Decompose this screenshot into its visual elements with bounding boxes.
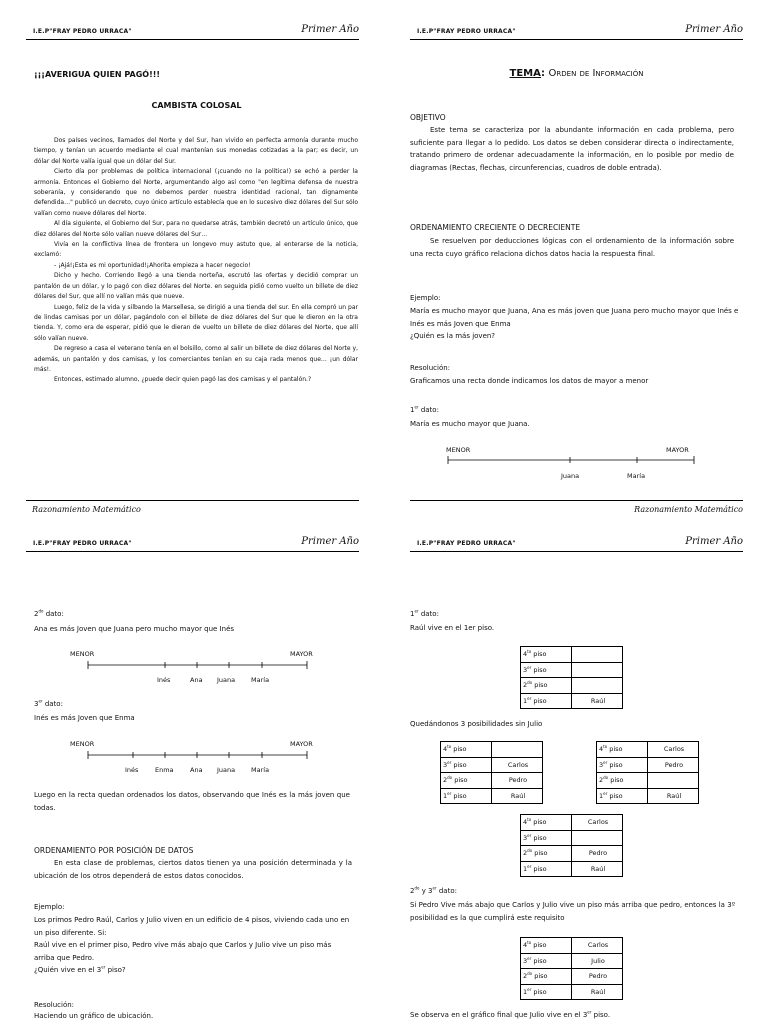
final-suffix: er: [587, 1009, 592, 1015]
table-row: [521, 830, 623, 846]
line-point-label: Juana: [561, 472, 580, 480]
table-row: [597, 788, 699, 804]
question-text-end: piso?: [105, 966, 126, 974]
data-ordinal-suffix: er: [38, 698, 43, 704]
data-word: dato:: [44, 700, 63, 708]
floor-label: $2^{do}$ piso: [597, 773, 648, 789]
example-line: Los primos Pedro Raúl, Carlos y Julio viven en un edificio de 4 pisos, viviendo cada uno en un piso diferente. Si:: [34, 916, 350, 937]
example-question: [34, 964, 352, 977]
data-ordinal-suffix: do: [38, 608, 44, 614]
grade-label: Primer Año: [685, 24, 743, 35]
data-ordinal: 3: [34, 700, 39, 708]
floor-occupant: [492, 742, 543, 758]
floor-label: 1er piso: [441, 788, 492, 804]
table-row: [597, 757, 699, 773]
page-3: [0, 512, 384, 1024]
objective-text: Este tema se caracteriza por la abundante información en cada problema, pero suficiente para llegar a lo pedido. Los datos se deben considerar directa o indirectamente, tratando primero de ordenar adecuadamente la información, en lo posible por medio de diagramas (Rectas, flechas, circunferencias, cuadros de doble entrada).: [410, 126, 734, 172]
floor-occupant: Pedro: [648, 757, 699, 773]
data-ordinal: 2: [34, 610, 39, 618]
floor-occupant: [572, 678, 623, 694]
subject-label: Razonamiento Matemático: [32, 505, 141, 512]
example-text: [34, 914, 352, 977]
line-point-label: Juana: [217, 766, 236, 774]
table-row: [521, 647, 623, 663]
position-heading: ORDENAMIENTO POR POSICIÓN DE DATOS: [34, 846, 194, 855]
floor-label: 1er piso: [521, 693, 572, 709]
paragraph: Luego, feliz de la vida y silbando la Marsellesa, se dirigió a una tienda del sur. En ella compró un par de lindas camisas por un dólar, pagándolo con el billete de diez dólares del Sur que le dieron en la otra tienda. Y, como era de esperar, pidió que le dieran de vuelto un billete de diez dólares del Norte, que allí sólo valían nueve.: [34, 303, 358, 342]
data-text: Inés es más Joven que Enma: [34, 714, 135, 722]
data-text: Raúl vive en el 1er piso.: [410, 624, 495, 632]
floor-label: $4^{to}$ piso: [441, 742, 492, 758]
floor-occupant: [648, 773, 699, 789]
paragraph: Dicho y hecho. Corriendo llegó a una tienda norteña, escrutó las ofertas y decidió comprar un pantalón de un dólar, y lo pagó con diez dólares del Norte. en seguida pidió como vuelto un billete de diez dólares del Sur, que allí no valían más que nueve.: [34, 272, 358, 301]
possibilities-text: Quedándonos 3 posibilidades sin Julio: [410, 720, 543, 728]
grade-label: Primer Año: [301, 536, 359, 547]
table-row: [521, 662, 623, 678]
data-text: Si Pedro Vive más abajo que Carlos y Julio vive un piso más arriba que pedro, entonces la 3º posibilidad es la que cumplirá este requisito: [410, 901, 735, 922]
line-left-label: MENOR: [446, 446, 471, 454]
final-text: Se observa en el gráfico final que Julio vive en el 3: [410, 1011, 588, 1019]
table-row: [441, 742, 543, 758]
line-point-label: Ana: [190, 766, 203, 774]
grade-label: Primer Año: [301, 24, 359, 35]
floor-occupant: [572, 662, 623, 678]
floor-occupant: Raúl: [572, 861, 623, 877]
puzzle-title: ¡¡¡AVERIGUA QUIEN PAGÓ!!!: [34, 70, 161, 79]
floor-occupant: Carlos: [648, 742, 699, 758]
table-row: [521, 984, 623, 1000]
floor-label: $4^{to}$ piso: [521, 815, 572, 831]
number-line-1: [384, 0, 768, 512]
table-row: [521, 815, 623, 831]
table-row: [441, 788, 543, 804]
floor-occupant: Raúl: [648, 788, 699, 804]
page-footer: [410, 500, 743, 512]
table-row: [441, 773, 543, 789]
line-point-label: Ana: [190, 676, 203, 684]
paragraph: Vivía en la conflictiva línea de frontera un longevo muy astuto que, al enterarse de la noticia, exclamó:: [34, 241, 358, 259]
data-ordinal-suffix: do: [414, 885, 420, 891]
school-name: I.E.P"FRAY PEDRO URRACA": [417, 28, 516, 35]
floor-label: 3er piso: [597, 757, 648, 773]
floor-label: $2^{do}$ piso: [521, 846, 572, 862]
data-ordinal: 2: [410, 887, 415, 895]
line-point-label: Enma: [155, 766, 174, 774]
position-text: En esta clase de problemas, ciertos datos tienen ya una posición determinada y la ubicación de los otros dependerá de estos datos conocidos.: [34, 859, 352, 880]
floor-table-option-3: [520, 814, 623, 877]
table-row: [521, 693, 623, 709]
school-name: I.E.P"FRAY PEDRO URRACA": [417, 540, 516, 547]
line-right-label: MAYOR: [290, 740, 313, 748]
data-word: dato:: [45, 610, 64, 618]
puzzle-subtitle: CAMBISTA COLOSAL: [151, 101, 242, 110]
floor-label: $2^{do}$ piso: [441, 773, 492, 789]
floor-label: $4^{to}$ piso: [597, 742, 648, 758]
table-row: [521, 861, 623, 877]
floor-occupant: Raúl: [572, 984, 623, 1000]
line-point-label: Inés: [125, 766, 139, 774]
data-word: dato:: [420, 610, 439, 618]
line-point-label: Juana: [217, 676, 236, 684]
data-ordinal-suffix: er: [414, 404, 419, 410]
page-header: [26, 22, 359, 40]
data-ordinal: 1: [410, 610, 415, 618]
subject-label: Razonamiento Matemático: [634, 505, 743, 512]
table-row: [441, 757, 543, 773]
line-right-label: MAYOR: [290, 650, 313, 658]
floor-occupant: [572, 830, 623, 846]
data-label: [410, 885, 457, 898]
example-line: María es mucho mayor que Juana, Ana es más joven que Juana pero mucho mayor que Inés e Inés es más Joven que Enma: [410, 307, 739, 328]
floor-occupant: Carlos: [572, 815, 623, 831]
data-ordinal-suffix: er: [432, 885, 437, 891]
data-ordinal-joiner: y 3: [419, 887, 433, 895]
floor-label: $4^{to}$ piso: [521, 647, 572, 663]
page-2: [384, 0, 768, 512]
floor-occupant: Pedro: [572, 846, 623, 862]
line-left-label: MENOR: [70, 740, 95, 748]
floor-label: 3er piso: [521, 953, 572, 969]
data-word: dato:: [420, 406, 439, 414]
data-text: María es mucho mayor que Juana.: [410, 420, 530, 428]
floor-occupant: [572, 647, 623, 663]
final-text-end: piso.: [591, 1011, 611, 1019]
topic-title: Orden de Información: [548, 68, 644, 79]
objective-heading: OBJETIVO: [410, 113, 446, 122]
table-row: [521, 953, 623, 969]
conclusion-text: Luego en la recta quedan ordenados los datos, observando que Inés es la más joven que todas.: [34, 791, 350, 812]
paragraph: Dos países vecinos, llamados del Norte y del Sur, han vivido en perfecta armonía durante mucho tiempo, y tenían un acuerdo mediante el cual mantenían sus monedas cotizadas a la par; es decir, un dólar del Norte valía igual que un dólar del Sur.: [34, 137, 358, 165]
paragraph: - ¡Ajá!¡Esta es mi oportunidad!¡Ahorita empieza a hacer negocio!: [54, 261, 251, 269]
page-footer: [26, 500, 359, 512]
resolution-label: Resolución:: [34, 1001, 75, 1009]
table-row: [597, 773, 699, 789]
topic-label: TEMA: [509, 68, 542, 79]
table-row: [521, 678, 623, 694]
floor-table-option-2: [596, 741, 699, 804]
table-row: [521, 846, 623, 862]
floor-table-option-1: [440, 741, 543, 804]
floor-occupant: Carlos: [572, 938, 623, 954]
school-name: I.E.P"FRAY PEDRO URRACA": [33, 540, 132, 547]
example-question: ¿Quién es la más joven?: [410, 332, 496, 340]
line-left-label: MENOR: [70, 650, 95, 658]
floor-label: 1er piso: [597, 788, 648, 804]
ordering-text: Se resuelven por deducciones lógicas con el ordenamiento de la información sobre una recta cuyo gráfico relaciona dichos datos hacia la respuesta final.: [410, 237, 734, 258]
line-point-label: María: [251, 766, 270, 774]
page-header: [410, 534, 743, 552]
paragraph: Entonces, estimado alumno, ¿puede decir quien pagó las dos camisas y el pantalón.?: [54, 376, 312, 384]
question-text: ¿Quién vive en el 3: [34, 966, 102, 974]
floor-label: 3er piso: [441, 757, 492, 773]
floor-label: 3er piso: [521, 662, 572, 678]
floor-occupant: Raúl: [492, 788, 543, 804]
grade-label: Primer Año: [685, 536, 743, 547]
data-label: [410, 608, 439, 621]
question-suffix: er: [101, 964, 106, 970]
line-point-label: María: [627, 472, 646, 480]
floor-label: $4^{to}$ piso: [521, 938, 572, 954]
example-label: Ejemplo:: [34, 903, 65, 911]
floor-label: 1er piso: [521, 861, 572, 877]
resolution-text: Haciendo un gráfico de ubicación.: [34, 1012, 154, 1020]
resolution-text: Graficamos una recta donde indicamos los datos de mayor a menor: [410, 377, 649, 385]
puzzle-body: [34, 136, 358, 386]
floor-occupant: Julio: [572, 953, 623, 969]
paragraph: De regreso a casa el veterano tenía en el bolsillo, como al salir un billete de diez dólares del Norte y, además, un pantalón y dos camisas, y los comerciantes tenían en su caja rada menos que… ¡un dólar más!.: [34, 345, 358, 373]
line-point-label: Inés: [157, 676, 171, 684]
table-row: [597, 742, 699, 758]
floor-table-final: [520, 937, 623, 1000]
ordering-heading: ORDENAMIENTO CRECIENTE O DECRECIENTE: [410, 223, 581, 232]
example-label: Ejemplo:: [410, 294, 441, 302]
floor-label: 3er piso: [521, 830, 572, 846]
data-text: Ana es más Joven que Juana pero mucho mayor que Inés: [34, 625, 235, 633]
table-row: [521, 938, 623, 954]
line-point-label: María: [251, 676, 270, 684]
table-row: [521, 969, 623, 985]
floor-occupant: Pedro: [572, 969, 623, 985]
line-right-label: MAYOR: [666, 446, 689, 454]
floor-table-initial: [520, 646, 623, 709]
floor-occupant: Pedro: [492, 773, 543, 789]
example-line: Raúl vive en el primer piso, Pedro vive más abajo que Carlos y Julio vive un piso más arriba que Pedro.: [34, 941, 332, 962]
paragraph: Al día siguiente, el Gobierno del Sur, para no quedarse atrás, también decretó un artículo único, que diez dólares del Norte sólo valían nueve dólares del Sur…: [34, 220, 358, 238]
data-word: dato:: [436, 887, 457, 895]
floor-label: $2^{do}$ piso: [521, 678, 572, 694]
topic-colon: :: [541, 68, 549, 79]
data-ordinal-suffix: er: [414, 608, 419, 614]
paragraph: Cierto día por problemas de política internacional (¡cuando no la política!) se echó a perder la armonía. Entonces el Gobierno del Norte, argumentando algo así como "en legítima defensa de nuestra soberanía, y considerando que no debemos perder nuestra identidad racional, tan dignamente defendida…" publicó un decreto, cuyo único artículo establecía que en lo sucesivo diez dólares del Sur sólo valían como nueve dólares del Norte.: [34, 168, 358, 217]
page-1: [0, 0, 384, 512]
page-4: [384, 512, 768, 1024]
floor-occupant: Raúl: [572, 693, 623, 709]
school-name: I.E.P"FRAY PEDRO URRACA": [33, 28, 132, 35]
floor-occupant: Carlos: [492, 757, 543, 773]
floor-label: 1er piso: [521, 984, 572, 1000]
resolution-label: Resolución:: [410, 364, 451, 372]
final-conclusion: [410, 1009, 610, 1022]
floor-label: $2^{do}$ piso: [521, 969, 572, 985]
data-ordinal: 1: [410, 406, 415, 414]
